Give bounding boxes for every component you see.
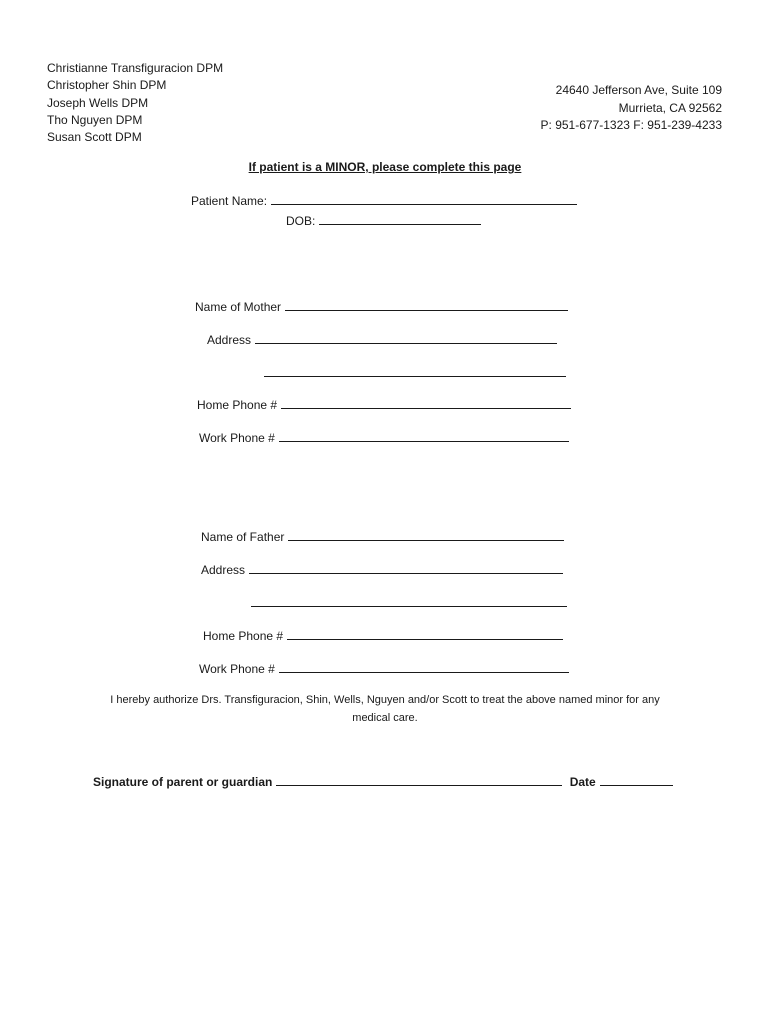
mother-address-row-2 xyxy=(264,365,566,380)
father-address-row-2 xyxy=(251,595,567,610)
mother-name-row xyxy=(195,299,568,314)
mother-work-phone-field[interactable] xyxy=(279,430,569,442)
father-address-label: Address xyxy=(201,563,246,577)
father-home-phone-label: Home Phone # xyxy=(203,629,284,643)
father-work-phone-label: Work Phone # xyxy=(199,662,275,676)
father-home-phone-row xyxy=(203,628,563,643)
authorization-line: medical care. xyxy=(352,711,418,724)
patient-name-row xyxy=(191,193,577,208)
signature-row xyxy=(93,774,673,789)
mother-home-phone-field[interactable] xyxy=(281,397,571,409)
doctor-name: Tho Nguyen DPM xyxy=(47,112,143,127)
mother-home-phone-label: Home Phone # xyxy=(197,398,278,412)
doctor-name: Joseph Wells DPM xyxy=(47,95,149,110)
date-field[interactable] xyxy=(600,774,673,786)
phone-fax: P: 951-677-1323 F: 951-239-4233 xyxy=(540,118,722,132)
mother-name-field[interactable] xyxy=(285,299,568,311)
mother-address-label: Address xyxy=(207,333,252,347)
mother-work-phone-row xyxy=(199,430,569,445)
father-name-field[interactable] xyxy=(288,529,564,541)
mother-address-row xyxy=(207,332,557,347)
father-address-field[interactable] xyxy=(249,562,563,574)
doctor-name: Christopher Shin DPM xyxy=(47,78,167,93)
father-address-row xyxy=(201,562,563,577)
father-address-field-2[interactable] xyxy=(251,595,567,607)
dob-field[interactable] xyxy=(319,213,481,225)
address-street: 24640 Jefferson Ave, Suite 109 xyxy=(555,83,722,97)
signature-label: Signature of parent or guardian xyxy=(93,775,273,789)
doctor-name: Christianne Transfiguracion DPM xyxy=(47,61,224,75)
form-title: If patient is a MINOR, please complete this page xyxy=(248,160,522,174)
mother-address-field[interactable] xyxy=(255,332,557,344)
father-name-label: Name of Father xyxy=(201,530,285,544)
doctor-name: Susan Scott DPM xyxy=(47,130,142,145)
dob-label: DOB: xyxy=(286,214,316,228)
father-work-phone-row xyxy=(199,661,569,676)
date-label: Date xyxy=(569,775,596,789)
mother-name-label: Name of Mother xyxy=(195,300,282,314)
father-home-phone-field[interactable] xyxy=(287,628,563,640)
mother-home-phone-row xyxy=(197,397,571,412)
mother-work-phone-label: Work Phone # xyxy=(199,431,275,445)
father-work-phone-field[interactable] xyxy=(279,661,569,673)
address-city: Murrieta, CA 92562 xyxy=(618,100,722,115)
authorization-statement xyxy=(80,692,690,727)
practice-address xyxy=(541,82,722,135)
dob-row xyxy=(286,213,481,228)
signature-field[interactable] xyxy=(276,774,562,786)
patient-name-field[interactable] xyxy=(271,193,577,205)
mother-address-field-2[interactable] xyxy=(264,365,566,377)
patient-name-label: Patient Name: xyxy=(191,194,268,208)
father-name-row xyxy=(201,529,564,544)
doctor-list xyxy=(47,60,223,146)
authorization-line: I hereby authorize Drs. Transfiguracion, Shin, Wells, Nguyen and/or Scott to treat the above named minor for any xyxy=(110,694,660,706)
